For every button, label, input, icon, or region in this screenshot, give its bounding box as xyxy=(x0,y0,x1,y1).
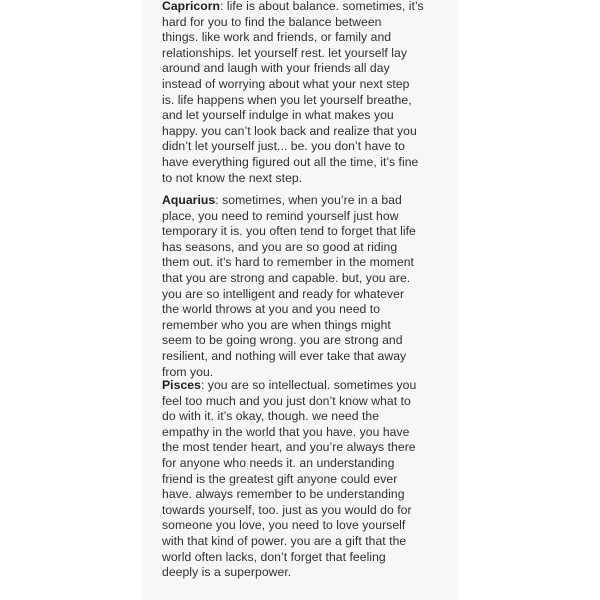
section-line: resilient, and nothing will ever take that away xyxy=(162,348,407,363)
section-line: for anyone who needs it. an understanding xyxy=(162,455,395,470)
section-line: the world throws at you and you need to xyxy=(162,302,381,317)
section-line: that you are strong and capable. but, you are. xyxy=(162,270,411,285)
pisces-section xyxy=(162,378,462,581)
section-line: remember who you are when things might xyxy=(162,317,391,332)
section-line: temporary it is. you often tend to forget that life xyxy=(162,224,416,239)
section-line: relationships. let yourself rest. let yourself lay xyxy=(162,45,407,60)
section-line: Aquarius: sometimes, when you’re in a bad xyxy=(162,193,402,207)
section-line: world often lacks, don’t forget that feeling xyxy=(162,549,386,564)
section-line: empathy in the world that you have. you have xyxy=(162,424,410,439)
section-line: deeply is a superpower. xyxy=(162,565,292,580)
section-line: Capricorn: life is about balance. sometimes, it’s xyxy=(162,0,424,13)
section-line: have. always remember to be understanding xyxy=(162,487,405,502)
section-line: happy. you can’t look back and realize that you xyxy=(162,123,417,138)
section-line: and let yourself indulge in what makes you xyxy=(162,108,394,123)
capricorn-section xyxy=(162,0,462,186)
section-line: around and laugh with your friends all day xyxy=(162,61,390,76)
section-line: the most tender heart, and you’re always there xyxy=(162,440,416,455)
sign-name: Aquarius xyxy=(162,193,216,207)
sign-name: Capricorn xyxy=(162,0,221,13)
section-line: from you. xyxy=(162,364,214,379)
section-line: instead of worrying about what your next step xyxy=(162,76,410,91)
section-line: friend is the greatest gift anyone could ever xyxy=(162,471,398,486)
section-line: them out. it’s hard to remember in the moment xyxy=(162,255,414,270)
section-line: towards yourself, too. just as you would do for xyxy=(162,502,412,517)
section-line: seem to be going wrong. you are strong and xyxy=(162,333,403,348)
section-line: has seasons, and you are so good at riding xyxy=(162,239,398,254)
section-line: hard for you to find the balance between xyxy=(162,14,382,29)
sign-name: Pisces xyxy=(162,378,201,392)
section-line: someone you love, you need to love yourself xyxy=(162,518,406,533)
section-line: you are so intelligent and ready for whatever xyxy=(162,286,405,301)
section-line: do with it. it’s okay, though. we need the xyxy=(162,409,380,424)
aquarius-section xyxy=(162,193,462,380)
section-line: have everything figured out all the time, it’s fine xyxy=(162,154,419,169)
section-line: is. life happens when you let yourself breathe, xyxy=(162,92,412,107)
section-line: Pisces: you are so intellectual. sometimes you xyxy=(162,378,417,392)
section-line: feel too much and you just don’t know what to xyxy=(162,393,411,408)
section-line: place, you need to remind yourself just how xyxy=(162,208,399,223)
section-line: to not know the next step. xyxy=(162,170,303,185)
section-line: with that kind of power. you are a gift that the xyxy=(162,533,407,548)
section-line: didn’t let yourself just... be. you don’t have to xyxy=(162,139,405,154)
section-line: things. like work and friends, or family and xyxy=(162,30,392,45)
